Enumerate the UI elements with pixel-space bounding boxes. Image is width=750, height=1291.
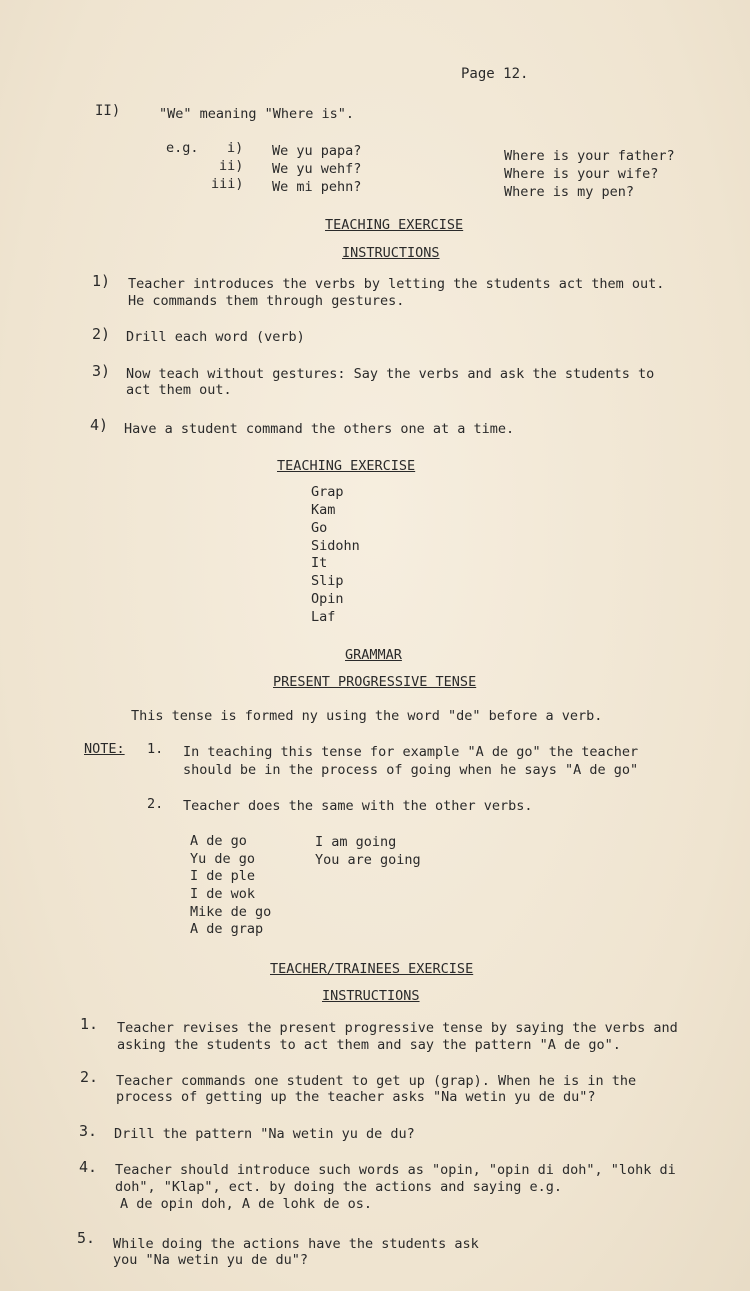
- note-line: Teacher does the same with the other verbs.: [183, 798, 533, 814]
- section-title: TEACHER/TRAINEES EXERCISE: [270, 961, 474, 977]
- note-number: 1.: [147, 741, 164, 757]
- list-item-line: Drill each word (verb): [126, 329, 305, 345]
- section-title: TEACHING EXERCISE: [325, 217, 464, 233]
- list-item-line: A de opin doh, A de lohk de os.: [120, 1196, 372, 1212]
- example-krio: We mi pehn?: [272, 179, 362, 195]
- list-number: 3): [92, 362, 111, 380]
- verb-item: It: [311, 555, 328, 571]
- list-number: 4): [90, 416, 109, 434]
- list-item-line: Teacher should introduce such words as "opin, "opin di doh", "lohk di: [115, 1162, 676, 1178]
- example-krio: Mike de go: [190, 904, 272, 920]
- list-item-line: Have a student command the others one at a time.: [124, 421, 515, 437]
- list-item-line: Drill the pattern "Na wetin yu de du?: [114, 1126, 415, 1142]
- section-heading: "We" meaning "Where is".: [159, 106, 355, 122]
- section-title: GRAMMAR: [345, 647, 402, 663]
- eg-label: e.g.: [166, 140, 199, 156]
- section-subtitle: PRESENT PROGRESSIVE TENSE: [273, 674, 477, 690]
- list-number: 2): [92, 325, 111, 343]
- note-line: In teaching this tense for example "A de go" the teacher: [183, 744, 639, 760]
- list-item-line: doh", "Klap", ect. by doing the actions and saying e.g.: [115, 1179, 563, 1195]
- list-number: 2.: [80, 1068, 99, 1086]
- verb-item: Laf: [311, 609, 336, 625]
- example-num: i): [227, 140, 244, 156]
- verb-item: Slip: [311, 573, 344, 589]
- section-subtitle: INSTRUCTIONS: [342, 245, 440, 261]
- example-krio: I de wok: [190, 886, 256, 902]
- example-english: Where is my pen?: [504, 184, 635, 200]
- list-number: 4.: [79, 1158, 98, 1176]
- list-item-line: asking the students to act them and say the pattern "A de go".: [117, 1037, 621, 1053]
- verb-item: Kam: [311, 502, 336, 518]
- list-number: 3.: [79, 1122, 98, 1140]
- example-krio: I de ple: [190, 868, 256, 884]
- list-item-line: He commands them through gestures.: [128, 293, 405, 309]
- verb-item: Grap: [311, 484, 344, 500]
- example-krio: We yu papa?: [272, 143, 362, 159]
- list-item-line: Teacher revises the present progressive tense by saying the verbs and: [117, 1020, 678, 1036]
- example-krio: A de grap: [190, 921, 264, 937]
- example-english: You are going: [315, 852, 421, 868]
- list-number: 1.: [80, 1015, 99, 1033]
- example-krio: Yu de go: [190, 851, 256, 867]
- verb-item: Sidohn: [311, 538, 360, 554]
- section-title: TEACHING EXERCISE: [277, 458, 416, 474]
- list-number: 5.: [77, 1229, 96, 1247]
- example-krio: A de go: [190, 833, 247, 849]
- page-number: Page 12.: [461, 66, 529, 82]
- note-number: 2.: [147, 796, 164, 812]
- list-item-line: you "Na wetin yu de du"?: [113, 1252, 309, 1268]
- list-item-line: process of getting up the teacher asks "Na wetin yu de du"?: [116, 1089, 596, 1105]
- list-item-line: While doing the actions have the students ask: [113, 1236, 479, 1252]
- section-number: II): [95, 103, 121, 119]
- example-krio: We yu wehf?: [272, 161, 362, 177]
- list-number: 1): [92, 272, 111, 290]
- section-subtitle: INSTRUCTIONS: [322, 988, 420, 1004]
- list-item-line: Teacher introduces the verbs by letting the students act them out.: [128, 276, 665, 292]
- verb-item: Opin: [311, 591, 344, 607]
- grammar-intro: This tense is formed ny using the word "de" before a verb.: [131, 708, 603, 724]
- list-item-line: act them out.: [126, 382, 232, 398]
- example-english: Where is your wife?: [504, 166, 659, 182]
- note-label: NOTE:: [84, 741, 125, 757]
- example-english: Where is your father?: [504, 148, 675, 164]
- verb-item: Go: [311, 520, 328, 536]
- example-english: I am going: [315, 834, 397, 850]
- list-item-line: Now teach without gestures: Say the verbs and ask the students to: [126, 366, 655, 382]
- note-line: should be in the process of going when he says "A de go": [183, 762, 639, 778]
- list-item-line: Teacher commands one student to get up (grap). When he is in the: [116, 1073, 637, 1089]
- example-num: iii): [211, 176, 244, 192]
- example-num: ii): [219, 158, 244, 174]
